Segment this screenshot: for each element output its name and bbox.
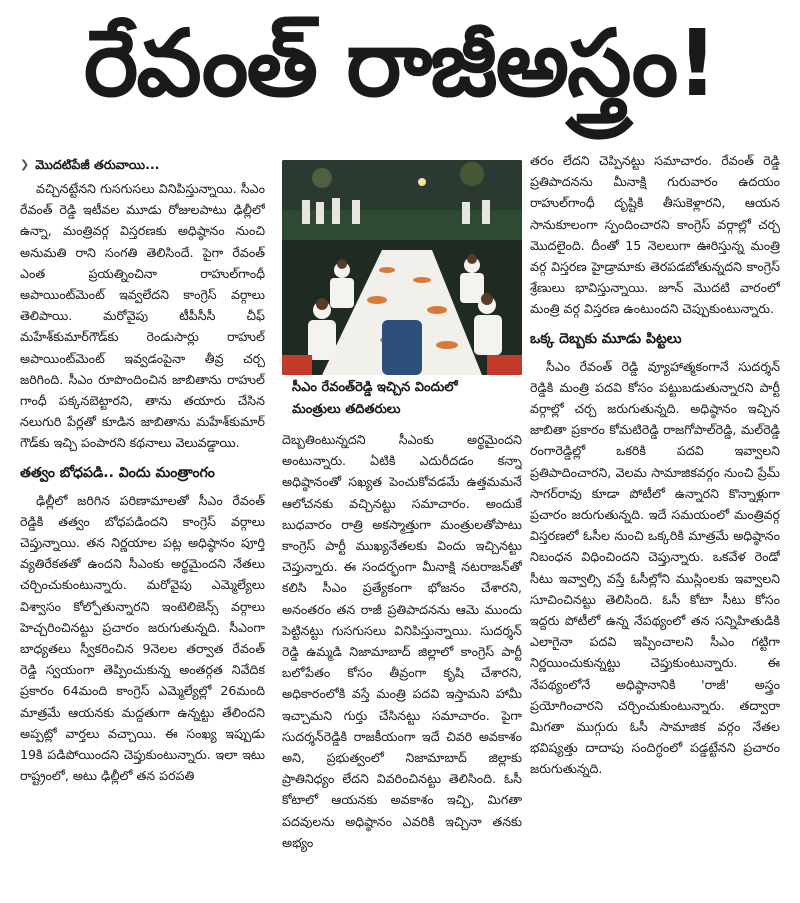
article-paragraph: ఢిల్లీలో జరిగిన పరిణామాలతో సీఎం రేవంత్ రెడ్డికి తత్వం బోధపడిందని కాంగ్రెస్ వర్గాలు చెప్తున్నాయి. తన నిర్ణయాల పట్ల అధిష్ఠానం పూర్తి వ్యతిరేకతతో ఉందని సీఎంకు అర్థమైందని నేతలు చర్చించుకుంటున్నారు. మరోవైపు ఎమ్మెల్యేలు విశ్వాసం కోల్పోతున్నారని ఇంటెలిజెన్స్ వర్గాలు హెచ్చరించినట్టు ప్రచారం జరుగుతున్నది. సీఎంగా బాధ్యతలు స్వీకరించిన 9నెలల తర్వాత రేవంత్ రెడ్డి స్వయంగా తెప్పించుకున్న అంతర్గత నివేదిక ప్రకారం 64మంది కాంగ్రెస్ ఎమ్మెల్యేల్లో 26మంది మాత్రమే ఆయనకు మద్దతుగా ఉన్నట్టు తేలిందని అప్పట్లో వార్తలు వచ్చాయి. ఈ సంఖ్య ఇప్పుడు 19కి పడిపోయిందని చెప్తుకుంటున్నారు. ఇలా ఇటు రాష్ట్రంలో, అటు ఢిల్లీలో తన పరపతి xyxy=(20,492,265,784)
headline: రేవంత్ రాజీఅస్త్రం! xyxy=(83,10,717,117)
article-paragraph: సీఎం రేవంత్ రెడ్డి వ్యూహాత్మకంగానే సుదర్శన్ రెడ్డికి మంత్రి పదవి కోసం పట్టుబడుతున్నారని పార్టీ వర్గాల్లో చర్చ జరుగుతున్నది. అధిష్ఠానం ఇచ్చిన జాబితా ప్రకారం కోమటిరెడ్డి రాజగోపాల్‌రెడ్డి, మల్‌రెడ్డి రంగారెడ్డిల్లో ఒకరికి పదవి ఇవ్వాలని ప్రతిపాదించారని, వెలమ సామాజికవర్గం నుంచి ప్రేమ్ సాగర్‌రావు కూడా పోటీలో ఉన్నారని కొన్నాళ్లుగా ప్రచారం జరుగుతున్నది. ఇదే సమయంలో మంత్రివర్గ విస్తరణలో ఓసీల నుంచి ఒక్కరికి మాత్రమే అధిష్ఠానం నిబంధన విధించిందని చెప్తున్నారు. ఒకవేళ రెండో సీటు ఇవ్వాల్సి వస్తే ఓసీల్లోని ముస్లింలకు ఇవ్వాలని సూచించినట్టు తెలిసింది. ఓసీ కోటా సీటు కోసం ఇద్దరు పోటీలో ఉన్న నేపథ్యంలో తన సన్నిహితుడికి ఎలాగైనా పదవి ఇప్పించాలని సీఎం గట్టిగా నిర్ణయించుకున్నట్టు చెప్తుకుంటున్నారు. ఈ నేపథ్యంలోనే అధిష్ఠానానికి 'రాజీ' అస్త్రం ప్రయోగించారని చర్చించుకుంటున్నారు. తద్వారా మిగతా ముగ్గురు ఓసీ సామాజిక వర్గం నేతల భవిష్యత్తు దాదాపు సందిగ్ధంలో పడ్డట్టేనని ప్రచారం జరుగుతున్నది. xyxy=(530,358,780,777)
caption-line: సీఎం రేవంత్‌రెడ్డి ఇచ్చిన విందులో xyxy=(292,380,458,395)
continuation-text: మొదటిపేజీ తరువాయి... xyxy=(35,157,160,173)
article-paragraph: వచ్చినట్టేనని గుసగుసలు వినిపిస్తున్నాయి. సీఎం రేవంత్ రెడ్డి ఇటీవల మూడు రోజులపాటు ఢిల్లీలో ఉన్నా, మంత్రివర్గ విస్తరణకు అధిష్ఠానం నుంచి అనుమతి రాని సంగతి తెలిసిందే. పైగా రేవంత్ ఎంత ప్రయత్నించినా రాహుల్‌గాంధీ అపాయింట్‌మెంట్ ఇవ్వలేదని కాంగ్రెస్ వర్గాలు తెలిపాయి. మరోవైపు టీపీసీసీ చీఫ్ మహేశ్‌కుమార్‌గౌడ్‌కు రెండుసార్లు రాహుల్ అపాయింట్‌మెంట్ ఇవ్వడంపైనా తీవ్ర చర్చ జరిగింది. సీఎం రూపొందించిన జాబితాను రాహుల్ గాంధీ పక్కనబెట్టారని, తాను తయారు చేసిన నలుగురి పేర్లతో కూడిన జాబితాను మహేశ్‌కుమార్ గౌడ్‌కు ఇచ్చి పంపారని కథనాలు వెలువడ్డాయి. xyxy=(20,181,265,451)
dinner-photo xyxy=(282,160,522,375)
photo-caption xyxy=(282,377,522,421)
article-paragraph: దెబ్బతింటున్నదని సీఎంకు అర్థమైందని అంటున్నారు. ఏటికి ఎదురీదడం కన్నా అధిష్ఠానంతో సఖ్యత పెంచుకోవడమే ఉత్తమమనే ఆలోచనకు వచ్చినట్టు సమాచారం. అందుకే బుధవారం రాత్రి అకస్మాత్తుగా మంత్రులతోపాటు కాంగ్రెస్ పార్టీ ముఖ్యనేతలకు విందు ఇచ్చినట్టు చెప్తున్నారు. ఈ సందర్భంగా మీనాక్షి నటరాజన్‌తో కలిసి సీఎం ప్రత్యేకంగా భోజనం చేశారని, అనంతరం తన రాజీ ప్రతిపాదనను ఆమె ముందు పెట్టినట్టు గుసగుసలు వినిపిస్తున్నాయి. సుదర్శన్ రెడ్డి ఉమ్మడి నిజామాబాద్ జిల్లాలో కాంగ్రెస్ పార్టీ బలోపేతం కోసం తీవ్రంగా కృషి చేశారని, అధికారంలోకి వస్తే మంత్రి పదవి ఇస్తామని హామీ ఇచ్చామని గుర్తు చేసినట్టు సమాచారం. పైగా సుదర్శన్‌రెడ్డికి రాజకీయంగా ఇదే చివరి అవకాశం అని, ప్రభుత్వంలో నిజామాబాద్ జిల్లాకు ప్రాతినిధ్యం లేదని వివరించినట్టు తెలిసింది. ఓసీ కోటాలో ఆయనకు అవకాశం ఇచ్చి, మిగతా పదవులను అధిష్ఠానం ఎవరికి ఇచ్చినా తనకు అభ్యం xyxy=(282,432,522,850)
column-2 xyxy=(282,160,522,895)
subheading: ఒక్క దెబ్బకు మూడు పిట్టలు xyxy=(530,330,682,347)
column-1 xyxy=(20,150,265,895)
subheading: తత్వం బోధపడి.. విందు మంత్రాంగం xyxy=(20,464,215,481)
continuation-label xyxy=(20,154,265,176)
caption-line: మంత్రులు తదితరులు xyxy=(292,402,401,417)
chevron-right-icon: ❯ xyxy=(20,158,30,172)
article-paragraph: తరం లేదని చెప్పినట్టు సమాచారం. రేవంత్ రెడ్డి ప్రతిపాదనను మీనాక్షి గురువారం ఉదయం రాహుల్‌గాంధీ దృష్టికి తీసుకెళ్లారని, ఆయన సానుకూలంగా స్పందించారని కాంగ్రెస్ వర్గాల్లో చర్చ మొదలైంది. దీంతో 15 నెలలుగా ఊరిస్తున్న మంత్రి వర్గ విస్తరణ హైడ్రామాకు తెరపడబోతున్నదని కాంగ్రెస్ శ్రేణులు భావిస్తున్నాయి. జూన్ మొదటి వారంలో మంత్రి వర్గ విస్తరణ ఉంటుందని చెప్పుకుంటున్నారు. xyxy=(530,153,780,317)
column-3 xyxy=(530,150,780,895)
